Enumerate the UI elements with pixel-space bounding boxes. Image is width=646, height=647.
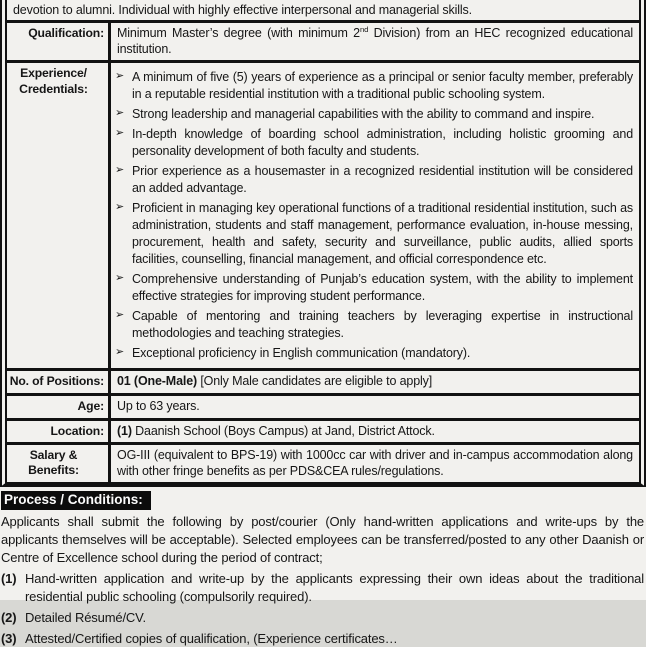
list-item [115,163,633,197]
list-item [115,69,633,103]
age-label: Age: [7,396,111,418]
arrow-bullet-icon: ➢ [115,272,125,285]
positions-count: 01 (One-Male) [117,374,198,389]
location-text: Daanish School (Boys Campus) at Jand, District Attock. [131,423,435,438]
table-row-qualification [7,20,639,60]
condition-item-3-clipped [1,630,644,647]
arrow-bullet-icon: ➢ [115,201,125,214]
positions-value [111,371,639,393]
condition-item-1 [1,570,644,606]
condition-text: Hand-written application and write-up by the applicants expressing their own ideas about the traditional residential public schooling (compulsorily required). [25,570,644,604]
list-item [115,308,633,342]
list-item [115,345,633,362]
table-row-salary [7,442,639,482]
salary-label-line1: Salary & [29,448,78,463]
qualification-text-end: Division) from an HEC recognized educational institution. [117,26,634,56]
condition-number: (3) [1,630,17,646]
location-label: Location: [7,421,111,443]
table-row-continuation [7,0,639,20]
experience-label-line1: Experience/ [20,66,87,81]
qualification-value [111,23,639,60]
bullet-text: Strong leadership and managerial capabilities with the ability to command and inspire. [132,107,595,122]
bullet-text: Exceptional proficiency in English communication (mandatory). [132,346,471,361]
location-value [111,421,639,443]
arrow-bullet-icon: ➢ [115,346,125,359]
table-row-experience [7,60,639,368]
arrow-bullet-icon: ➢ [115,70,125,83]
salary-label [7,445,111,482]
experience-value [111,63,639,368]
bullet-text: Proficient in managing key operational functions of a traditional residential institution, such as administration, students and staff management, performance evaluation, in-house messing, procurement, health and safety, security and surveillance, public audits, allied sports facilities, counselling, financial management, and official correspondence etc. [132,201,633,267]
salary-value: OG-III (equivalent to BPS-19) with 1000cc car with driver and in-campus accommodation along with other fringe benefits as per PDS&CEA rules/regulations. [117,448,633,478]
list-item [115,271,633,305]
bullet-text: A minimum of five (5) years of experience as a principal or senior faculty member, preferably in a reputable residential institution with a traditional public schooling system. [132,70,633,102]
condition-number: (1) [1,570,17,586]
arrow-bullet-icon: ➢ [115,127,125,140]
arrow-bullet-icon: ➢ [115,164,125,177]
table-row-location [7,418,639,443]
condition-text: Attested/Certified copies of qualification, (Experience certificates… [25,630,398,646]
bullet-text: Capable of mentoring and training teachers by leveraging expertise in instructional methodologies and teaching strategies. [132,309,633,341]
condition-text: Detailed Résumé/CV. [25,609,146,625]
bullet-text: In-depth knowledge of boarding school administration, including holistic grooming and personality development of both faculty and students. [132,127,633,159]
experience-label-line2: Credentials: [19,81,88,96]
list-item [115,126,633,160]
positions-note: [Only Male candidates are eligible to apply] [197,374,433,389]
location-number: (1) [117,423,132,438]
list-item [115,106,633,123]
ordinal-superscript: nd [359,24,369,34]
continuation-text: devotion to alumni. Individual with highly effective interpersonal and managerial skills. [13,3,472,17]
arrow-bullet-icon: ➢ [115,107,125,120]
experience-bullet-list [115,67,633,364]
qualification-label: Qualification: [7,23,111,60]
age-value: Up to 63 years. [117,398,200,413]
process-conditions-heading: Process / Conditions: [1,491,151,510]
bullet-text: Prior experience as a housemaster in a recognized residential institution will be considered an added advantage. [132,164,633,196]
arrow-bullet-icon: ➢ [115,309,125,322]
salary-label-line2: Benefits: [28,463,79,478]
table-row-positions [7,368,639,393]
process-intro-paragraph: Applicants shall submit the following by post/courier (Only hand-written applications and write-ups by the applicants themselves will be acceptable). Selected employees can be transferred/posted to any other Daanish or Centre of Excellence school during the period of contract; [1,513,644,565]
list-item [115,200,633,268]
process-conditions-section [0,487,646,647]
bullet-text: Comprehensive understanding of Punjab’s education system, with the ability to implement effective strategies for improving student performance. [132,272,633,304]
condition-item-2 [1,609,644,627]
condition-number: (2) [1,609,17,625]
positions-label: No. of Positions: [7,371,111,393]
experience-label [7,63,111,368]
table-row-age [7,393,639,418]
qualification-text-start: Minimum Master’s degree (with minimum 2 [117,26,360,40]
